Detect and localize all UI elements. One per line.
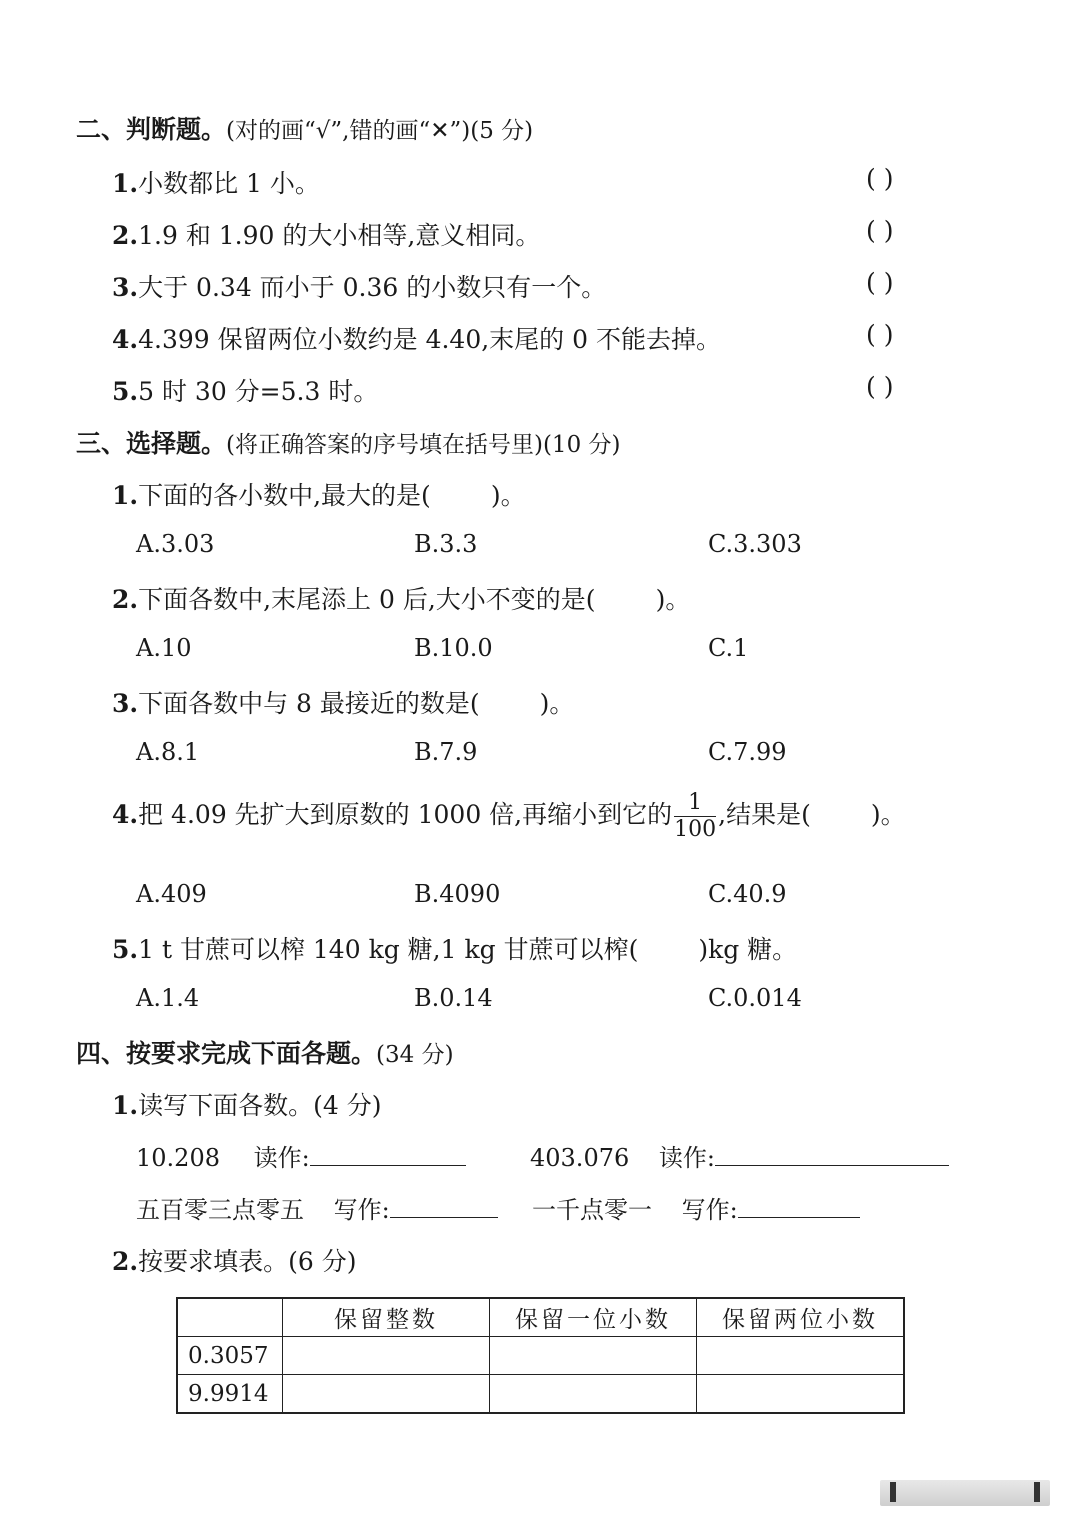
question-number: 5. [112, 377, 139, 406]
question-text: 大于 0.34 而小于 0.36 的小数只有一个。 [138, 273, 607, 302]
judge-question-1 [112, 164, 320, 200]
question-tail: )。 [655, 585, 691, 614]
question-text: 4.399 保留两位小数约是 4.40,末尾的 0 不能去掉。 [138, 325, 721, 354]
question-number: 3. [112, 273, 139, 302]
write-words: 五百零三点零五 [136, 1196, 304, 1224]
answer-cell[interactable] [697, 1375, 905, 1414]
question-number: 5. [112, 935, 139, 964]
question-number: 1. [112, 169, 139, 198]
answer-cell[interactable] [283, 1337, 490, 1375]
answer-cell[interactable] [490, 1337, 697, 1375]
question-number: 1. [112, 481, 139, 510]
write-label: 写作: [333, 1196, 390, 1224]
question-number: 1. [112, 1091, 139, 1120]
write-label: 写作: [681, 1196, 738, 1224]
question-text: 下面各数中与 8 最接近的数是( [138, 689, 480, 718]
question-text: 1 t 甘蔗可以榨 140 kg 糖,1 kg 甘蔗可以榨( [138, 935, 639, 964]
fraction [674, 790, 716, 843]
judge-question-4 [112, 320, 721, 356]
table-header-cell [177, 1298, 283, 1337]
read-number: 10.208 [136, 1144, 220, 1172]
answer-cell[interactable] [490, 1375, 697, 1414]
question-text: 小数都比 1 小。 [138, 169, 320, 198]
question-number: 2. [112, 585, 139, 614]
read-item-1 [136, 1138, 466, 1173]
rounding-table [176, 1297, 905, 1414]
judge-question-5 [112, 372, 378, 408]
question-text: 按要求填表。(6 分) [138, 1247, 357, 1276]
write-words: 一千点零一 [532, 1196, 652, 1224]
answer-paren-judge-2[interactable]: ( ) [866, 216, 894, 245]
choice-question-4 [112, 790, 906, 843]
answer-paren-judge-3[interactable]: ( ) [866, 268, 894, 297]
choice-question-5 [112, 930, 797, 966]
table-header-cell: 保留一位小数 [490, 1298, 697, 1337]
question-text: 把 4.09 先扩大到原数的 1000 倍,再缩小到它的 [138, 800, 673, 829]
option-b: B.10.0 [414, 634, 493, 662]
table-header-cell: 保留两位小数 [697, 1298, 905, 1337]
write-answer-blank[interactable] [390, 1195, 498, 1218]
section-3-title: 三、选择题。 [76, 429, 227, 458]
option-c: C.40.9 [708, 880, 787, 908]
section-4-heading [76, 1034, 454, 1070]
question-number: 4. [112, 325, 139, 354]
scrollbar-left-handle[interactable] [890, 1482, 896, 1502]
fraction-numerator: 1 [688, 790, 703, 815]
read-answer-blank[interactable] [310, 1143, 466, 1166]
question-text-2: ,结果是( [718, 800, 811, 829]
option-c: C.3.303 [708, 530, 802, 558]
option-b: B.7.9 [414, 738, 478, 766]
option-c: C.0.014 [708, 984, 802, 1012]
option-a: A.409 [136, 880, 207, 908]
option-a: A.3.03 [136, 530, 215, 558]
answer-cell[interactable] [283, 1375, 490, 1414]
option-a: A.10 [136, 634, 192, 662]
question-tail: )kg 糖。 [698, 935, 798, 964]
question-tail: )。 [490, 481, 526, 510]
read-answer-blank[interactable] [715, 1143, 949, 1166]
table-row [177, 1337, 904, 1375]
question-text: 下面各数中,末尾添上 0 后,大小不变的是( [138, 585, 596, 614]
row-number: 9.9914 [177, 1375, 283, 1414]
option-c: C.1 [708, 634, 749, 662]
fraction-denominator: 100 [674, 817, 717, 842]
answer-cell[interactable] [697, 1337, 905, 1375]
answer-paren-judge-4[interactable]: ( ) [866, 320, 894, 349]
viewer-scrollbar[interactable] [880, 1480, 1050, 1506]
question-tail: )。 [539, 689, 575, 718]
part4-question-1 [112, 1086, 381, 1122]
choice-question-2 [112, 580, 690, 616]
table-row [177, 1375, 904, 1414]
scrollbar-right-handle[interactable] [1034, 1482, 1040, 1502]
part4-question-2 [112, 1242, 356, 1278]
question-number: 2. [112, 221, 139, 250]
option-b: B.4090 [414, 880, 501, 908]
write-answer-blank[interactable] [738, 1195, 860, 1218]
section-2-note: (对的画“√”,错的画“✕”)(5 分) [226, 118, 534, 144]
question-text: 1.9 和 1.90 的大小相等,意义相同。 [138, 221, 541, 250]
section-3-note: (将正确答案的序号填在括号里)(10 分) [226, 432, 621, 458]
answer-paren-judge-1[interactable]: ( ) [866, 164, 894, 193]
judge-question-2 [112, 216, 540, 252]
section-2-heading [76, 110, 533, 146]
choice-question-3 [112, 684, 574, 720]
read-item-2 [530, 1138, 949, 1173]
read-label: 读作: [253, 1144, 310, 1172]
question-number: 4. [112, 800, 139, 829]
row-number: 0.3057 [177, 1337, 283, 1375]
option-b: B.3.3 [414, 530, 478, 558]
question-text: 5 时 30 分=5.3 时。 [138, 377, 379, 406]
read-label: 读作: [658, 1144, 715, 1172]
read-number: 403.076 [530, 1144, 630, 1172]
table-header-cell: 保留整数 [283, 1298, 490, 1337]
question-number: 3. [112, 689, 139, 718]
section-4-note: (34 分) [376, 1042, 454, 1068]
section-2-title: 二、判断题。 [76, 115, 227, 144]
option-a: A.1.4 [136, 984, 200, 1012]
table-header-row [177, 1298, 904, 1337]
question-number: 2. [112, 1247, 139, 1276]
choice-question-1 [112, 476, 526, 512]
section-4-title: 四、按要求完成下面各题。 [76, 1039, 377, 1068]
question-text: 下面的各小数中,最大的是( [138, 481, 431, 510]
write-item-1 [136, 1190, 498, 1225]
answer-paren-judge-5[interactable]: ( ) [866, 372, 894, 401]
option-c: C.7.99 [708, 738, 787, 766]
option-a: A.8.1 [136, 738, 200, 766]
option-b: B.0.14 [414, 984, 493, 1012]
write-item-2 [532, 1190, 860, 1225]
section-3-heading [76, 424, 621, 460]
question-tail: )。 [870, 800, 906, 829]
judge-question-3 [112, 268, 606, 304]
question-text: 读写下面各数。(4 分) [138, 1091, 382, 1120]
